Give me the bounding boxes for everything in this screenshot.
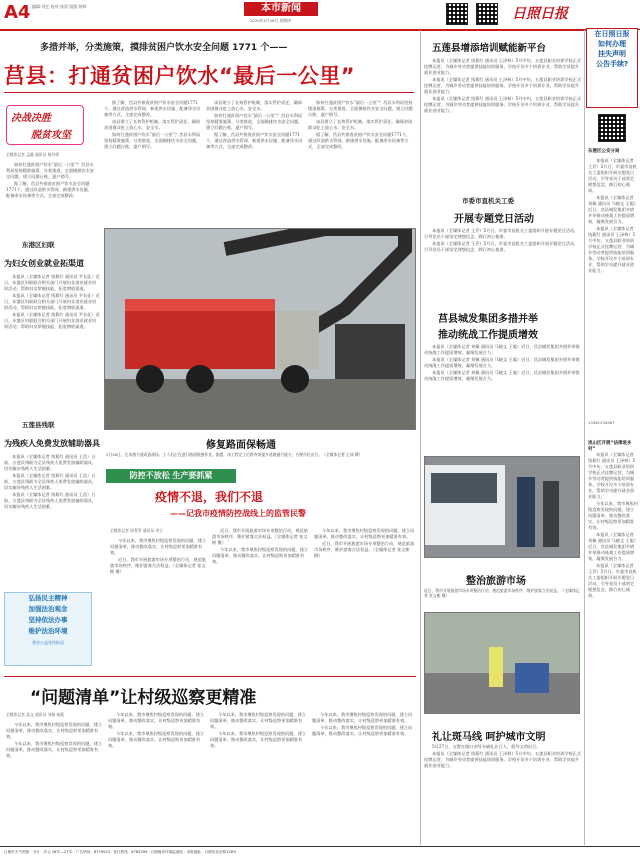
tourism-photo	[424, 456, 580, 558]
chengfa-paragraph: 本报讯（全媒体记者 刘佩 通讯员 马晓文 王聪）近日，莒县城发集团多措并举推动统战工作提质增效，凝聚发展合力。	[424, 370, 580, 381]
inspection-paragraph: 今年以来，我市聚焦村级巡察发现的问题，建立问题清单，推动整改落实，让村级巡察更加精准有效。	[108, 731, 204, 748]
inspection-headline: “问题清单”让村级巡察更精准	[30, 688, 257, 708]
qr-code-icon[interactable]	[446, 3, 468, 25]
sidebar-divider	[584, 30, 585, 845]
inspection-paragraph: 今年以来，我市聚焦村级巡察发现的问题，建立问题清单，推动整改落实，让村级巡察更加精准有效。	[6, 722, 102, 739]
training-paragraph: 本报讯（全媒体记者 钱莉红 通讯员 王泽林）5月中旬，五莲县职业培训学校正式挂牌运营，为城乡劳动者提供技能培训服务。学校开设多个培训专业，帮助学员提升就业创业能力。	[424, 77, 582, 94]
sidebar-paragraph: 本报讯（全媒体记者 刘佩 通讯员 马晓文 王聪）近日，莒县城发集团多措并举推动统战工作提质增效，凝聚发展合力。	[588, 195, 636, 224]
promo-line: 坚持依法办事	[28, 616, 68, 624]
lead-paragraph: 如何打通贫困户饮水“最后一公里”？莒县水利局坚持精准施策、分类推进，全面摸排饮水安全问题，建立问题台账，逐户销号。	[6, 162, 94, 179]
lead-body-col2	[104, 100, 202, 220]
sidebar-item-title: 岚山区开展“法律进乡村”	[588, 441, 632, 452]
chengfa-body	[424, 344, 582, 452]
issue-date: 2020年5月28日 星期四	[250, 18, 291, 23]
chengfa-headline-2: 推动统战工作提质增效	[438, 330, 538, 341]
qr-code-icon[interactable]	[476, 3, 498, 25]
wulian-body	[4, 454, 100, 584]
lead-paragraph: 据了解，莒县共排查贫困户饮水安全问题1771个，通过改造供水管网、新建供水设施、配备净水设备等方式，全部完成整改。	[6, 181, 93, 198]
epidemic-body-col2	[212, 528, 310, 670]
wulian-paragraph: 本报讯（全媒体记者 钱莉红 通讯员 王浩）日前，五莲县残联为全县残疾人免费发放辅助器具，切实解决残疾人生活困难。	[4, 473, 97, 490]
sidebar-paragraph: 本报讯（全媒体记者 王乔）5月日，市委市直机关工委组织开展专题党日活动，引导党员干部坚定理想信念、践行初心使命。	[588, 563, 637, 598]
sidebar-paragraph: 本报讯（全媒体记者 刘佩 通讯员 马晓文 王聪）近日，莒县城发集团多措并举推动统战工作提质增效，凝聚发展合力。	[588, 532, 636, 561]
lead-body-col1	[6, 162, 96, 220]
inspection-byline: 全媒体记者 高文 通讯员 刘娟 杨燕	[6, 712, 64, 717]
sidebar-paragraph: 本报讯（全媒体记者 王乔）5月日，市委市直机关工委组织开展专题党日活动，引导党员干部坚定理想信念、践行初心使命。	[588, 158, 637, 193]
lead-paragraph: 据了解，莒县共排查贫困户饮水安全问题1771个，通过改造供水管网、新建供水设施、配备净水设备等方式，全部完成整改。	[206, 132, 303, 149]
crosswalk-photo-illustration	[425, 613, 580, 714]
party-day-paragraph: 本报讯（全媒体记者 王乔）5月日，市委市直机关工委组织开展专题党日活动，引导党员干部坚定理想信念、践行初心使命。	[424, 241, 579, 252]
tourism-caption: 近日，我市开展旅游市场专项整治行动，规范旅游市场秩序，维护游客合法权益。（全媒体记者 张文彬 摄）	[424, 588, 580, 598]
donggang-paragraph: 本报讯（全媒体记者 钱莉红 通讯员 尹长征）近日，东港区妇联联合相关部门开展妇女创业就业培训活动，帮助妇女掌握技能、拓宽增收渠道。	[4, 312, 100, 329]
bottom-rule	[4, 676, 416, 677]
promo-line: 弘扬民主精神	[28, 594, 68, 602]
donggang-kicker: 东港区妇联	[22, 241, 55, 249]
epidemic-body-col3	[314, 528, 416, 670]
donggang-paragraph: 本报讯（全媒体记者 钱莉红 通讯员 尹长征）近日，东港区妇联联合相关部门开展妇女创业就业培训活动，帮助妇女掌握技能、拓宽增收渠道。	[4, 293, 100, 310]
party-day-headline: 开展专题党日活动	[454, 214, 534, 225]
page-footer: 日照市天气预报 · 今日：多云 18℃—27℃ · 广告热线：8779523 · 发行热线：8763299 · 日照海洋环境监测站 · 本报地址：日照市北京路128号	[0, 846, 640, 865]
badge-line-1: 决战决胜	[11, 113, 51, 124]
notice-promo-line: 挂失声明	[598, 50, 626, 58]
party-day-body	[424, 228, 582, 300]
crosswalk-photo-title: 礼让斑马线 呵护城市文明	[432, 732, 546, 743]
chengfa-paragraph: 本报讯（全媒体记者 刘佩 通讯员 马晓文 王聪）近日，莒县城发集团多措并举推动统战工作提质增效，凝聚发展合力。	[424, 357, 580, 368]
donggang-paragraph: 本报讯（全媒体记者 钱莉红 通讯员 尹长征）近日，东港区妇联联合相关部门开展妇女创业就业培训活动，帮助妇女掌握技能、拓宽增收渠道。	[4, 274, 100, 291]
epidemic-subheadline: ——记我市疫情防控战线上的监管民警	[170, 509, 306, 518]
inspection-paragraph: 今年以来，我市聚焦村级巡察发现的问题，建立问题清单，推动整改落实，让村级巡察更加精准有效。	[312, 712, 413, 723]
sidebar-body-2	[588, 452, 638, 842]
notice-service-promo[interactable]	[586, 28, 638, 108]
inspection-body-col2	[108, 712, 206, 842]
inspection-body-col4	[312, 712, 416, 842]
inspection-paragraph: 今年以来，我市聚焦村级巡察发现的问题，建立问题清单，推动整改落实，让村级巡察更加精准有效。	[108, 712, 204, 729]
header-rule	[0, 29, 586, 31]
lead-paragraph: 据了解，莒县共排查贫困户饮水安全问题1771个，通过改造供水管网、新建供水设施、配备净水设备等方式，全部完成整改。	[308, 132, 411, 149]
party-day-kicker: 市委市直机关工委	[462, 197, 514, 205]
promo-line: 维护法治环境	[28, 627, 68, 635]
notice-promo-line: 公告手续?	[595, 60, 629, 68]
training-paragraph: 本报讯（全媒体记者 钱莉红 通讯员 王泽林）5月中旬，五莲县职业培训学校正式挂牌运营，为城乡劳动者提供技能培训服务。学校开设多个培训专业，帮助学员提升就业创业能力。	[424, 96, 582, 113]
wulian-training-body	[424, 58, 582, 170]
promo-source: 普法公益宣传标语	[32, 640, 64, 645]
rule-of-law-promo	[4, 592, 92, 666]
sidebar-paragraph: 今年以来，我市聚焦村级巡察发现的问题，建立问题清单，推动整改落实，让村级巡察更加精准有效。	[588, 501, 638, 530]
promo-line: 加强法治观念	[28, 605, 68, 613]
newspaper-logo: 日照日报	[512, 6, 568, 22]
inspection-body-col3	[210, 712, 308, 842]
editor-credits: 编辑:刘艺 校对:张雷 组版:徐厚	[32, 4, 87, 9]
crosswalk-caption	[424, 744, 582, 842]
sidebar-paragraph: 本报讯（全媒体记者 钱莉红 通讯员 王泽林）5月中旬，五莲县职业培训学校正式挂牌运营，为城乡劳动者提供技能培训服务。学校开设多个培训专业，帮助学员提升就业创业能力。	[588, 226, 636, 273]
inspection-paragraph: 今年以来，我市聚焦村级巡察发现的问题，建立问题清单，推动整改落实，让村级巡察更加精准有效。	[210, 731, 306, 748]
section-banner: 本市新闻	[244, 2, 318, 16]
lead-body-col4	[308, 100, 414, 220]
crosswalk-paragraph: 本报讯（全媒体记者 钱莉红 通讯员 王泽林）5月中旬，五莲县职业培训学校正式挂牌运营，为城乡劳动者提供技能培训服务。学校开设多个培训专业，帮助学员提升就业创业能力。	[424, 751, 582, 768]
lead-paragraph: 如何打通贫困户饮水“最后一公里”？莒县水利局坚持精准施策、分类推进，全面摸排饮水安全问题，建立问题台账，逐户销号。	[104, 132, 201, 149]
page-number: A4	[4, 2, 31, 23]
lead-paragraph: 该县建立了长效管护机制，落实管护责任，确保贫困群众吃上放心水、安全水。	[104, 119, 200, 130]
party-day-paragraph: 本报讯（全媒体记者 王乔）5月日，市委市直机关工委组织开展专题党日活动，引导党员干部坚定理想信念、践行初心使命。	[424, 228, 579, 239]
wulian-paragraph: 本报讯（全媒体记者 钱莉红 通讯员 王浩）日前，五莲县残联为全县残疾人免费发放辅助器具，切实解决残疾人生活困难。	[4, 454, 97, 471]
lead-headline: 莒县：打通贫困户饮水“最后一公里”	[4, 64, 356, 88]
epidemic-paragraph: 近日，我市开展旅游市场专项整治行动，规范旅游市场秩序，维护游客合法权益。（全媒体记者 张文彬 摄）	[212, 528, 308, 545]
epidemic-paragraph: 近日，我市开展旅游市场专项整治行动，规范旅游市场秩序，维护游客合法权益。（全媒体记者 张文彬 摄）	[110, 557, 206, 574]
inspection-paragraph: 今年以来，我市聚焦村级巡察发现的问题，建立问题清单，推动整改落实，让村级巡察更加精准有效。	[6, 741, 102, 758]
lead-paragraph: 据了解，莒县共排查贫困户饮水安全问题1771个，通过改造供水管网、新建供水设施、配备净水设备等方式，全部完成整改。	[104, 100, 201, 117]
epidemic-series-banner: 防控不放松 生产要抓紧	[106, 469, 236, 483]
lead-paragraph: 如何打通贫困户饮水“最后一公里”？莒县水利局坚持精准施策、分类推进，全面摸排饮水安全问题，建立问题台账，逐户销号。	[206, 113, 303, 130]
epidemic-paragraph: 近日，我市开展旅游市场专项整治行动，规范旅游市场秩序，维护游客合法权益。（全媒体记者 张文彬 摄）	[314, 541, 415, 558]
badge-line-2: 脱贫攻坚	[31, 130, 71, 141]
road-repair-photo-title: 修复路面保畅通	[206, 440, 276, 451]
lead-body-col3	[206, 100, 304, 220]
wulian-headline: 为残疾人免费发放辅助器具	[4, 439, 100, 448]
notice-promo-line: 如何办理	[598, 40, 626, 48]
column-divider	[420, 30, 421, 845]
inspection-paragraph: 今年以来，我市聚焦村级巡察发现的问题，建立问题清单，推动整改落实，让村级巡察更加精准有效。	[312, 725, 413, 736]
epidemic-paragraph: 今年以来，我市聚焦村级巡察发现的问题，建立问题清单，推动整改落实，让村级巡察更加精准有效。	[212, 547, 308, 564]
crosswalk-paragraph: 5月27日，交警在路口劝导车辆礼让行人，倡导文明出行。	[432, 744, 541, 749]
donggang-body	[4, 274, 100, 414]
wulian-training-headline: 五莲县增添培训赋能新平台	[432, 43, 547, 54]
inspection-paragraph: 今年以来，我市聚焦村级巡察发现的问题，建立问题清单，推动整改落实，让村级巡察更加精准有效。	[210, 712, 306, 729]
lead-paragraph: 如何打通贫困户饮水“最后一公里”？莒县水利局坚持精准施策、分类推进，全面摸排饮水安全问题，建立问题台账，逐户销号。	[308, 100, 413, 117]
poverty-campaign-badge	[6, 105, 84, 145]
lead-paragraph: 该县建立了长效管护机制，落实管护责任，确保贫困群众吃上放心水、安全水。	[308, 119, 413, 130]
epidemic-paragraph: 今年以来，我市聚焦村级巡察发现的问题，建立问题清单，推动整改落实，让村级巡察更加精准有效。	[110, 538, 206, 555]
donggang-headline: 为妇女创业就业拓渠道	[4, 259, 84, 268]
inspection-body-col1	[6, 722, 104, 842]
training-paragraph: 本报讯（全媒体记者 钱莉红 通讯员 王泽林）5月中旬，五莲县职业培训学校正式挂牌运营，为城乡劳动者提供技能培训服务。学校开设多个培训专业，帮助学员提升就业创业能力。	[424, 58, 582, 75]
road-repair-photo	[104, 228, 416, 430]
tourism-photo-title: 整治旅游市场	[466, 576, 526, 587]
wulian-kicker: 五莲县残联	[22, 421, 55, 429]
sidebar-paragraph: 本报讯（全媒体记者 钱莉红 通讯员 王泽林）5月中旬，五莲县职业培训学校正式挂牌运营，为城乡劳动者提供技能培训服务。学校开设多个培训专业，帮助学员提升就业创业能力。	[588, 452, 636, 499]
road-repair-photo-illustration	[105, 229, 416, 430]
epidemic-byline: 全媒体记者 原菁菁 通讯员 李立	[110, 528, 163, 533]
qr-code-icon[interactable]	[598, 114, 626, 142]
chengfa-headline: 莒县城发集团多措并举	[438, 314, 538, 325]
lead-byline: 全媒体记者 孟璇 通讯员 杨丹勇	[6, 152, 59, 157]
wulian-paragraph: 本报讯（全媒体记者 钱莉红 通讯员 王浩）日前，五莲县残联为全县残疾人免费发放辅助器具，切实解决残疾人生活困难。	[4, 492, 97, 509]
sidebar-phone: 13361234567	[588, 420, 615, 425]
tourism-photo-illustration	[425, 457, 580, 558]
notice-promo-line: 在日照日报	[594, 30, 630, 38]
chengfa-paragraph: 本报讯（全媒体记者 刘佩 通讯员 马晓文 王聪）近日，莒县城发集团多措并举推动统战工作提质增效，凝聚发展合力。	[424, 344, 580, 355]
epidemic-headline: 疫情不退，我们不退	[155, 490, 264, 504]
sidebar-item-title: 东港区公安分局	[588, 149, 620, 154]
crosswalk-photo	[424, 612, 580, 714]
lead-paragraph: 该县建立了长效管护机制，落实管护责任，确保贫困群众吃上放心水、安全水。	[206, 100, 302, 111]
road-repair-caption: 5月26日，在凤凰大道改造现场，工人们正在进行路面铣刨作业。据悉，该工程完工后将有效提升道路通行能力，方便市民出行。（全媒体记者 王沛 摄）	[106, 452, 363, 457]
epidemic-paragraph: 今年以来，我市聚焦村级巡察发现的问题，建立问题清单，推动整改落实，让村级巡察更加精准有效。	[314, 528, 415, 539]
sidebar-body-1	[588, 158, 638, 358]
lead-kicker: 多措并举，分类施策，摸排贫困户饮水安全问题 1771 个——	[40, 43, 288, 53]
epidemic-body-col1	[110, 538, 208, 670]
lead-rule	[4, 92, 414, 93]
